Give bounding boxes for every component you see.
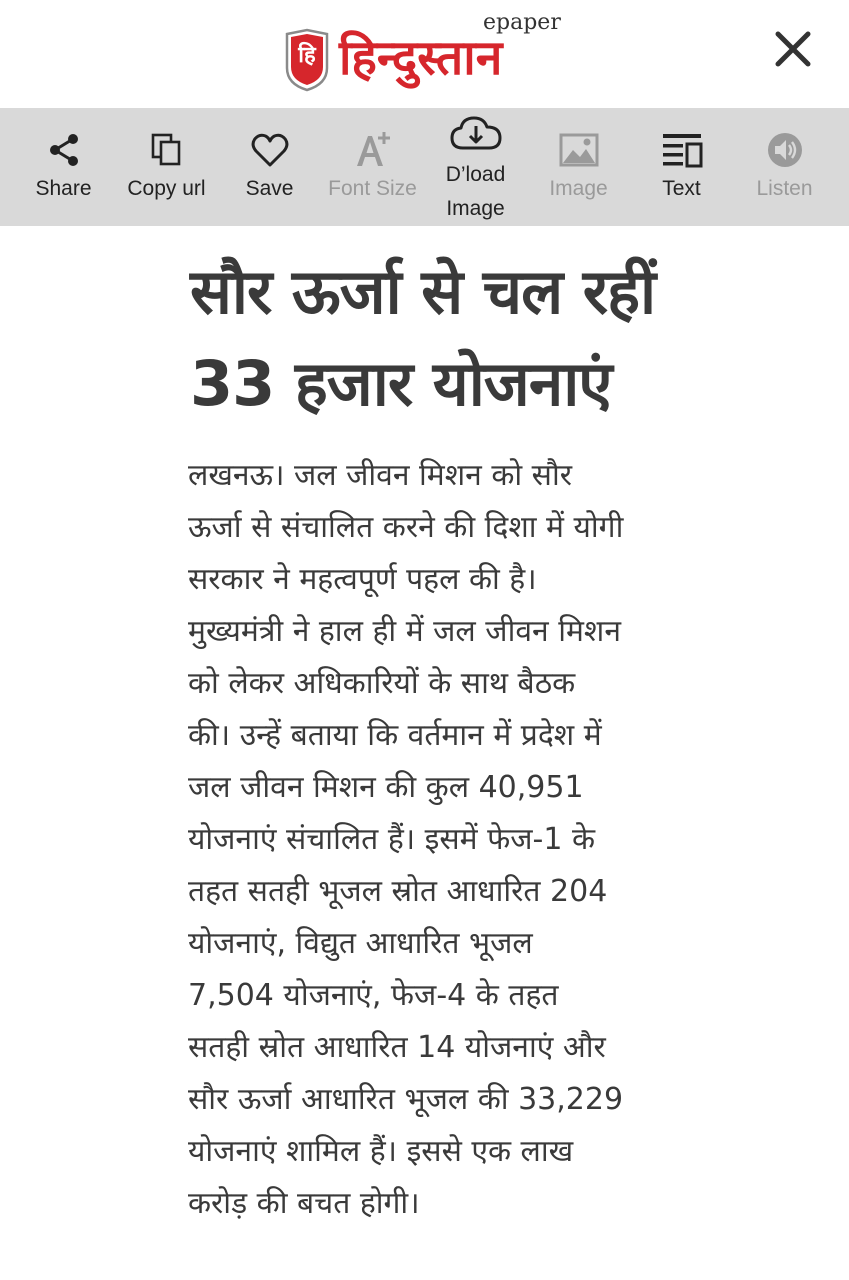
listen-button[interactable] [733,108,836,226]
save-button[interactable] [218,108,321,226]
article-toolbar [0,108,849,226]
article-body [188,450,682,1230]
body-line: करोड़ की बचत होगी। [188,1186,420,1221]
speaker-icon [766,131,804,169]
body-line: योजनाएं शामिल हैं। इससे एक लाख [188,1134,574,1169]
download-image-label-line2: Image [446,197,505,220]
body-line: की। उन्हें बताया कि वर्तमान में प्रदेश में [188,718,602,753]
body-line: ऊर्जा से संचालित करने की दिशा में योगी [188,510,624,545]
headline-line: सौर ऊर्जा से चल रहीं [190,255,656,328]
brand-name: हिन्दुस्तान [339,30,503,86]
cloud-download-icon [449,114,503,154]
image-icon [559,132,599,168]
copy-url-button[interactable] [115,108,218,226]
brand-epaper-label: epaper [483,10,561,35]
copy-icon [149,132,185,168]
share-label: Share [35,177,92,200]
body-line: सतही स्रोत आधारित 14 योजनाएं और [188,1030,606,1065]
hindustan-logo[interactable] [283,10,573,94]
body-line: 7,504 योजनाएं, फेज-4 के तहत [188,978,559,1013]
body-line: मुख्यमंत्री ने हाल ही में जल जीवन मिशन [188,614,621,649]
close-icon [770,26,816,72]
app-header [0,0,849,108]
font-size-label: Font Size [328,177,417,200]
article-headline [190,246,680,430]
image-button[interactable] [527,108,630,226]
share-icon [46,132,82,168]
body-line: योजनाएं संचालित हैं। इसमें फेज-1 के [188,822,596,857]
headline-line: 33 हजार योजनाएं [190,347,612,420]
article-clipping [182,236,682,1236]
body-line: जल जीवन मिशन की कुल 40,951 [188,770,584,805]
text-button[interactable] [630,108,733,226]
download-image-label [424,158,527,226]
listen-label: Listen [756,177,813,200]
brand-mark: हि [298,43,316,68]
copy-url-label: Copy url [127,177,206,200]
text-label: Text [662,177,701,200]
body-line: को लेकर अधिकारियों के साथ बैठक [188,666,576,701]
body-line: सौर ऊर्जा आधारित भूजल की 33,229 [188,1082,624,1117]
download-image-button[interactable] [424,108,527,226]
font-size-icon [353,130,393,170]
body-line: सरकार ने महत्वपूर्ण पहल की है। [188,562,537,597]
heart-icon [251,132,289,168]
save-label: Save [245,177,294,200]
body-line: लखनऊ। जल जीवन मिशन को सौर [188,458,572,493]
body-line: योजनाएं, विद्युत आधारित भूजल [188,926,533,961]
share-button[interactable] [12,108,115,226]
close-button[interactable] [770,26,816,72]
image-label: Image [549,177,608,200]
text-icon [661,131,703,169]
body-line: तहत सतही भूजल स्रोत आधारित 204 [188,874,608,909]
download-image-label-line1: D’load [445,163,506,186]
font-size-button[interactable] [321,108,424,226]
